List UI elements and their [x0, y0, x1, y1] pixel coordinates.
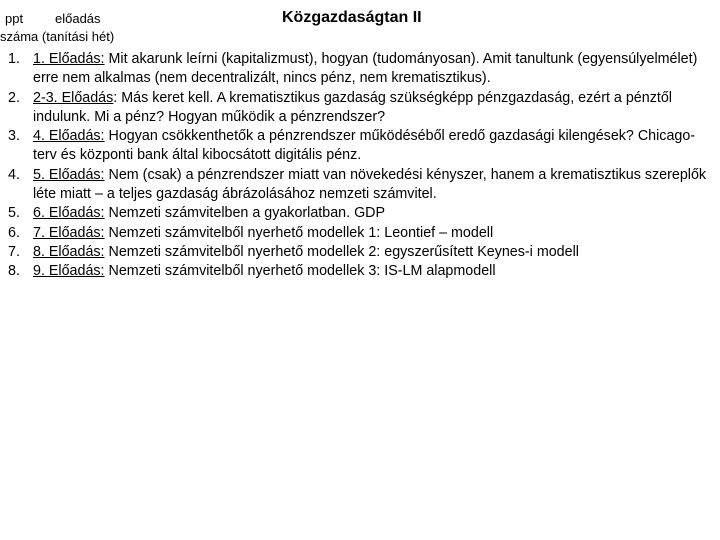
item-text: Nemzeti számvitelből nyerhető modellek 1: Leontief – modell	[104, 224, 494, 241]
header-szama: száma (tanítási hét)	[0, 29, 115, 44]
list-item	[0, 243, 715, 262]
lecture-link[interactable]: 1. Előadás:	[33, 51, 105, 67]
lecture-link[interactable]: 9. Előadás:	[33, 263, 105, 280]
header-eloadas: előadás	[55, 11, 101, 26]
item-text: Nem (csak) a pénzrendszer miatt van növekedési kényszer, hanem a krematisztikus szereplők léte miatt – a teljes gazdaság ábrázolásához nemzeti számvitel.	[33, 166, 707, 203]
item-number: 4.	[8, 166, 20, 183]
item-text: Nemzeti számvitelben a gyakorlatban. GDP	[104, 205, 386, 222]
item-text: Nemzeti számvitelből nyerhető modellek 2: egyszerűsített Keynes-i modell	[104, 243, 579, 260]
lecture-link[interactable]: 5. Előadás:	[33, 166, 105, 183]
item-number: 8.	[8, 263, 20, 280]
item-text: Nemzeti számvitelből nyerhető modellek 3: IS-LM alapmodell	[104, 263, 496, 280]
list-item	[0, 262, 715, 281]
lecture-link[interactable]: 6. Előadás:	[33, 205, 105, 222]
list-item	[0, 127, 715, 166]
item-number: 7.	[8, 243, 20, 260]
slide-title: Közgazdaságtan II	[282, 9, 422, 26]
list-item	[0, 224, 715, 243]
item-number: 6.	[8, 224, 20, 241]
lecture-link[interactable]: 4. Előadás:	[33, 128, 105, 145]
lecture-link[interactable]: 8. Előadás:	[33, 243, 105, 260]
list-item	[0, 166, 715, 205]
item-text: Hogyan csökkenthetők a pénzrendszer működéséből eredő gazdasági kilengések? Chicago-terv és központi bank által kibocsátott digitális pénz.	[33, 128, 696, 164]
header-ppt: ppt	[5, 11, 24, 26]
lecture-link[interactable]: 7. Előadás:	[33, 224, 105, 241]
item-number: 2.	[8, 89, 20, 106]
lecture-list	[0, 50, 715, 282]
item-text: : Más keret kell. A krematisztikus gazdaság szükségképp pénzgazdaság, ezért a pénztől indulunk. Mi a pénz? Hogyan működik a pénzrendszer?	[33, 89, 672, 125]
item-number: 3.	[8, 128, 20, 145]
item-number: 5.	[8, 205, 20, 222]
item-text: Mit akarunk leírni (kapitalizmust), hogyan (tudományosan). Amit tanultunk (egyensúlyelmélet) erre nem alkalmas (nem decentralizált, nincs pénz, nem krematisztikus).	[33, 51, 698, 87]
list-item	[0, 89, 715, 128]
list-item	[0, 50, 715, 89]
item-number: 1.	[8, 51, 20, 67]
list-item	[0, 204, 715, 223]
lecture-link[interactable]: 2-3. Előadás	[33, 89, 114, 106]
